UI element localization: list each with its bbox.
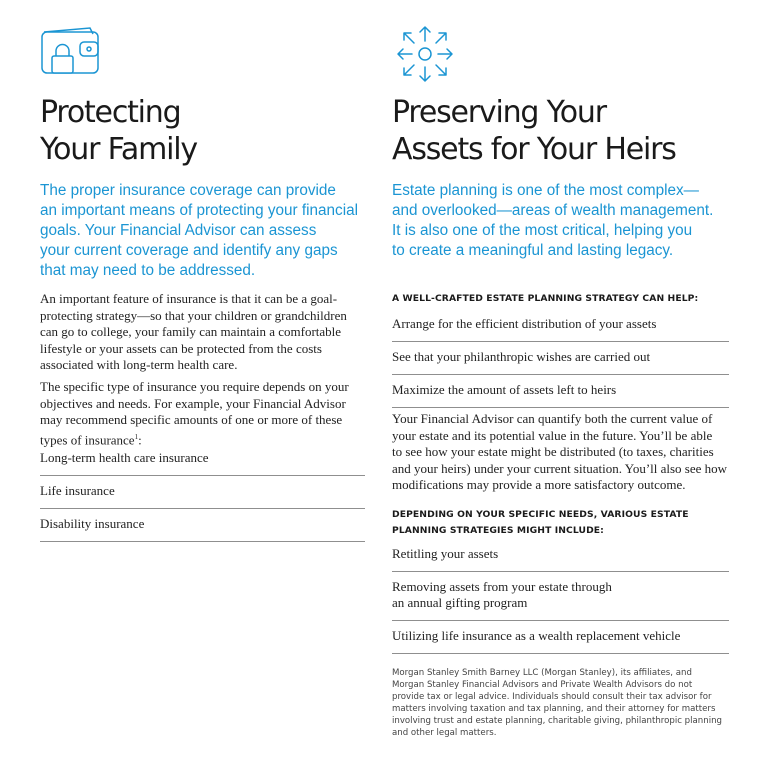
lead-line: that may need to be addressed. (40, 262, 256, 279)
estate-strategies-list (392, 539, 729, 654)
page-title-left (40, 94, 380, 168)
list-item: Arrange for the efficient distribution of your assets (392, 309, 729, 342)
lead-line: and overlooked—areas of wealth management. (392, 202, 714, 219)
body-line: and your heirs) under your current situation. You’ll also see how (392, 460, 728, 476)
body-line: associated with long-term health care. (40, 357, 238, 372)
body-line: objectives and needs. For example, your Financial Advisor (40, 395, 346, 411)
disclaimer-line: Morgan Stanley Financial Advisors and Private Wealth Advisors do not (392, 679, 693, 690)
body-paragraph-insurance-feature (40, 291, 347, 374)
lead-line: an important means of protecting your financial (40, 202, 359, 219)
body-paragraph-estate-value (392, 411, 727, 494)
body-line: Your Financial Advisor can quantify both the current value of (392, 411, 713, 426)
legal-disclaimer (392, 668, 737, 739)
list-item: Maximize the amount of assets left to heirs (392, 375, 729, 408)
disclaimer-line: Morgan Stanley Smith Barney LLC (Morgan Stanley), its affiliates, and (392, 668, 692, 678)
disclaimer-line: involving trust and estate planning, charitable giving, philanthropic planning (392, 715, 722, 726)
arrows-expand-icon (394, 24, 458, 80)
list-item-line: an annual gifting program (392, 595, 528, 610)
disclaimer-line: provide tax or legal advice. Individuals should consult their tax advisor for (392, 691, 712, 702)
subhead-line: PLANNING STRATEGIES MIGHT INCLUDE: (392, 525, 604, 536)
estate-planning-benefits-list (392, 309, 729, 408)
heading-line: Assets for Your Heirs (392, 132, 676, 167)
section-subhead: A WELL-CRAFTED ESTATE PLANNING STRATEGY CAN HELP: (392, 293, 699, 304)
body-paragraph-insurance-type (40, 379, 349, 448)
lead-line: to create a meaningful and lasting legacy. (392, 242, 674, 259)
body-line: lifestyle or your assets can be protected from the costs (40, 340, 322, 356)
lead-line: goals. Your Financial Advisor can assess (40, 222, 317, 239)
list-item: Long-term health care insurance (40, 443, 365, 476)
body-line: protecting strategy—so that your children or grandchildren (40, 307, 347, 323)
list-item: Disability insurance (40, 509, 365, 542)
body-line: modifications may provide a more satisfactory outcome. (392, 477, 686, 492)
heading-line: Protecting (40, 95, 181, 130)
list-item-line: Removing assets from your estate through (392, 579, 612, 594)
body-line: your estate and its potential value in the future. You’ll be able (392, 427, 713, 443)
wallet-lock-icon (40, 26, 104, 82)
section-subhead (392, 507, 689, 539)
body-line: The specific type of insurance you require depends on your (40, 379, 349, 394)
lead-line: Estate planning is one of the most complex— (392, 182, 699, 199)
lead-line: It is also one of the most critical, helping you (392, 222, 693, 239)
footnote-marker: 1 (134, 432, 139, 441)
body-line: An important feature of insurance is that it can be a goal- (40, 291, 338, 306)
list-item (392, 572, 729, 621)
disclaimer-line: and other legal matters. (392, 727, 497, 738)
lead-paragraph-left (40, 181, 358, 281)
body-line-text: types of insurance (40, 431, 135, 447)
heading-line: Preserving Your (392, 95, 606, 130)
body-line: can go to college, your family can maintain a comfortable (40, 324, 342, 339)
heading-line: Your Family (40, 132, 197, 167)
body-line: to see how your estate might be distributed (to taxes, charities (392, 444, 714, 459)
list-item: Life insurance (40, 476, 365, 509)
disclaimer-line: matters involving taxation and tax planning, and their attorney for matters (392, 703, 716, 714)
lead-line: your current coverage and identify any gaps (40, 242, 338, 259)
body-line-tail: : (138, 431, 142, 447)
list-item: Utilizing life insurance as a wealth replacement vehicle (392, 621, 729, 654)
insurance-type-list (40, 443, 365, 542)
body-line: may recommend specific amounts of one or more of these (40, 412, 343, 427)
list-item: Retitling your assets (392, 539, 729, 572)
page-title-right (392, 94, 732, 168)
list-item: See that your philanthropic wishes are carried out (392, 342, 729, 375)
lead-paragraph-right (392, 181, 713, 261)
subhead-line: DEPENDING ON YOUR SPECIFIC NEEDS, VARIOUS ESTATE (392, 509, 689, 520)
lead-line: The proper insurance coverage can provide (40, 182, 336, 199)
